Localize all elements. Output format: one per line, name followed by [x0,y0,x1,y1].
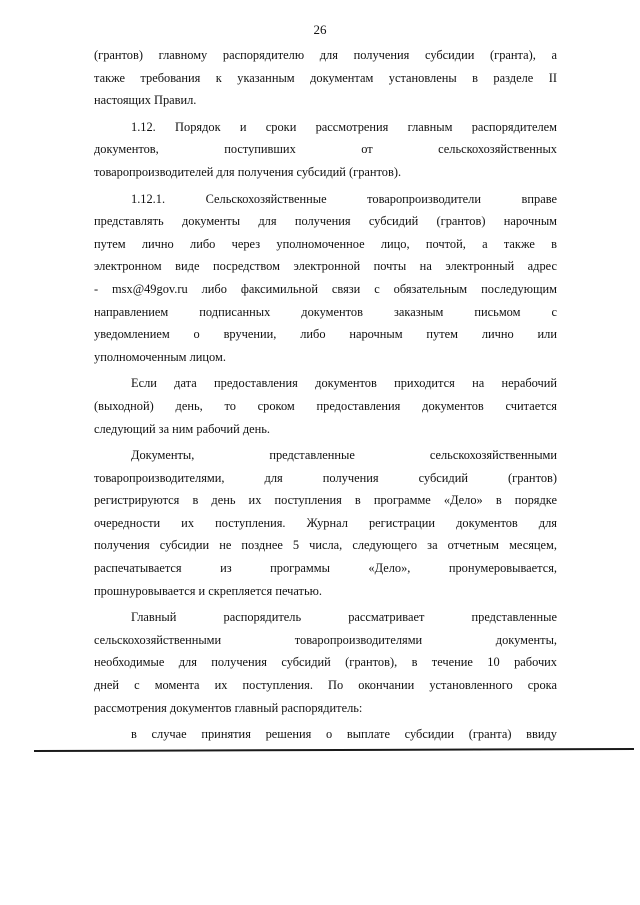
paragraph-decision [94,723,557,746]
text-line: Если дата предоставления документов приходится на нерабочий [131,376,557,391]
page-divider-line [34,748,634,752]
text-line: товаропроизводителей для получения субсидий (грантов). [94,164,402,179]
text-line: товаропроизводителями, для получения субсидий (грантов) [94,470,557,485]
text-line: (выходной) день, то сроком предоставления документов считается [94,398,557,413]
text-line: Главный распорядитель рассматривает представленные [131,610,557,625]
text-line: распечатывается из программы «Дело», пронумеровывается, [94,561,557,576]
paragraph-review [94,606,557,719]
page-number: 26 [313,22,327,37]
text-line: представлять документы для получения субсидий (грантов) нарочным [94,214,557,229]
text-line: дней с момента их поступления. По окончании установленного срока [94,678,557,693]
text-line: настоящих Правил. [94,93,197,108]
text-line: также требования к указанным документам установлены в разделе II [94,70,557,85]
paragraph-non-working-day [94,372,557,440]
text-line: очередности их поступления. Журнал регистрации документов для [94,515,557,530]
text-line: документов, поступивших от сельскохозяйственных [94,142,557,157]
paragraph-1-12-1 [94,188,557,369]
text-line: уведомлением о вручении, либо нарочным путем лично или [94,327,557,342]
text-line: 1.12. Порядок и сроки рассмотрения главным распорядителем [131,119,557,134]
text-line: (грантов) главному распорядителю для получения субсидии (гранта), а [94,48,557,62]
text-line: регистрируются в день их поступления в программе «Дело» в порядке [94,493,557,508]
paragraph-registration [94,444,557,602]
text-line: - msx@49gov.ru либо факсимильной связи с обязательным последующим [94,281,557,296]
document-body [94,44,557,746]
text-line: Документы, представленные сельскохозяйственными [131,448,557,463]
text-line: следующий за ним рабочий день. [94,421,271,436]
text-line: сельскохозяйственными товаропроизводителями документы, [94,632,557,647]
text-line: электронном виде посредством электронной почты на электронный адрес [94,259,557,274]
text-line: направлением подписанных документов заказным письмом с [94,304,557,319]
text-line: в случае принятия решения о выплате субсидии (гранта) ввиду [131,727,557,742]
text-line: получения субсидии не позднее 5 числа, следующего за отчетным месяцем, [94,538,557,553]
text-line: прошнуровывается и скрепляется печатью. [94,583,322,598]
text-line: путем лично либо через уполномоченное лицо, почтой, а также в [94,236,557,251]
paragraph-1-12 [94,116,557,184]
text-line: уполномоченным лицом. [94,349,226,364]
text-line: необходимые для получения субсидий (грантов), в течение 10 рабочих [94,655,557,670]
text-line: 1.12.1. Сельскохозяйственные товаропроизводители вправе [131,191,557,206]
text-line: рассмотрения документов главный распорядитель: [94,700,363,715]
paragraph-continuation [94,44,557,112]
